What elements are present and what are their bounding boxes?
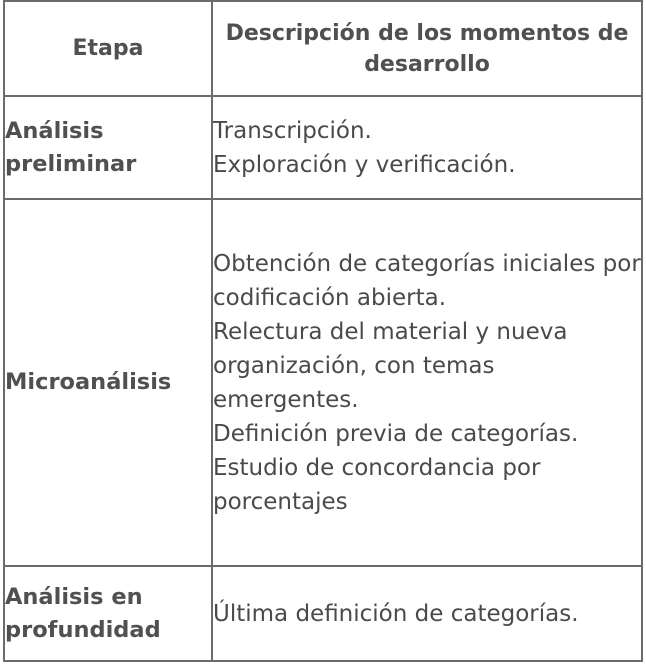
header-description: Descripción de los momentos de desarrollo (212, 1, 642, 96)
description-line: Estudio de concordancia por porcentajes (213, 454, 541, 515)
stage-name-cell: Microanálisis (4, 199, 212, 566)
stage-name-cell: Análisis en profundidad (4, 566, 212, 661)
table-row (4, 96, 642, 199)
stage-description-cell (212, 199, 642, 566)
description-line: Exploración y verificación. (213, 151, 516, 178)
stage-name-cell: Análisis preliminar (4, 96, 212, 199)
description-line: Relectura del material y nueva organización, con temas emergentes. (213, 318, 568, 413)
stage-description-cell (212, 96, 642, 199)
table-row (4, 566, 642, 661)
description-line: Transcripción. (213, 117, 372, 144)
description-line: Obtención de categorías iniciales por codificación abierta. (213, 250, 641, 311)
description-line: Definición previa de categorías. (213, 420, 579, 447)
description-line: Última definición de categorías. (213, 600, 579, 627)
table-row (4, 199, 642, 566)
header-stage: Etapa (4, 1, 212, 96)
stages-table (3, 0, 643, 662)
stage-description-cell (212, 566, 642, 661)
table-header-row (4, 1, 642, 96)
